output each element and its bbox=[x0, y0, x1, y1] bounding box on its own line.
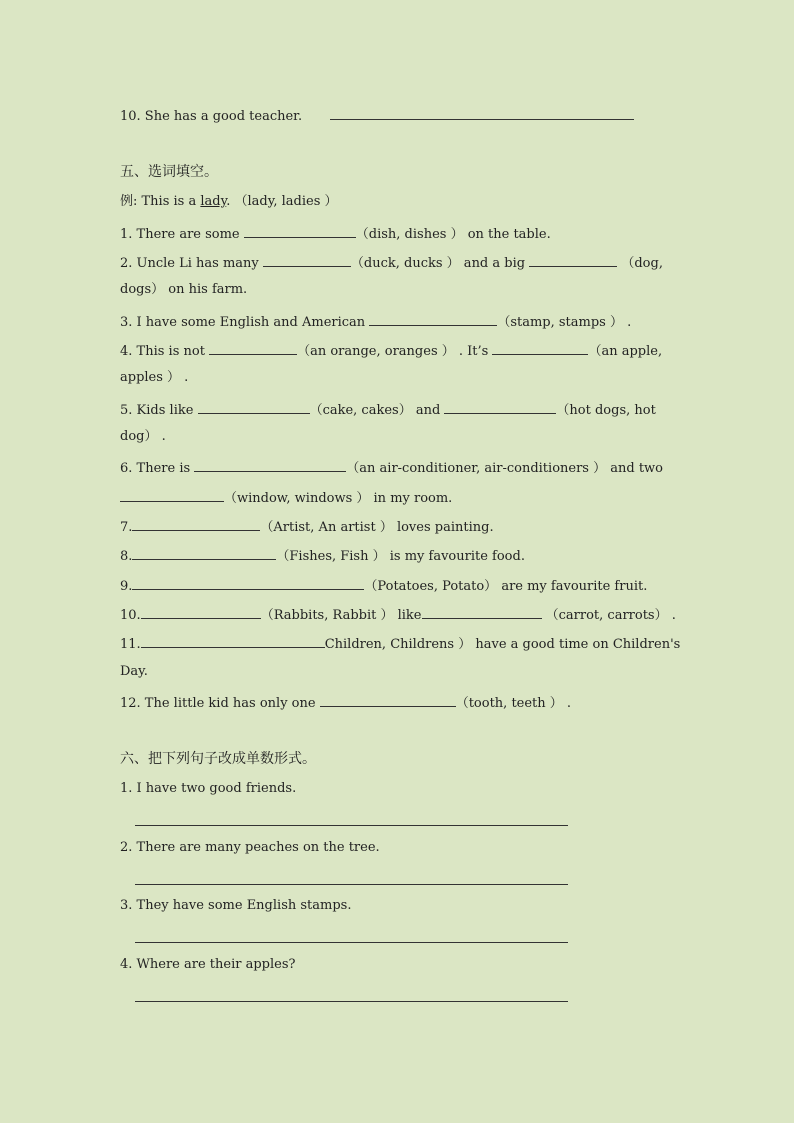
answer-blank[interactable] bbox=[422, 605, 542, 619]
example-answer: lady bbox=[200, 194, 227, 209]
question-10 bbox=[120, 106, 674, 125]
section-6-question-4: 4. Where are their apples? bbox=[120, 957, 296, 972]
answer-blank[interactable] bbox=[244, 224, 356, 238]
answer-blank[interactable] bbox=[369, 312, 497, 326]
answer-blank[interactable] bbox=[263, 253, 351, 267]
item-2-cont: dogs） on his farm. bbox=[120, 282, 248, 297]
item-11-cont: Day. bbox=[120, 664, 148, 679]
answer-blank[interactable] bbox=[141, 605, 261, 619]
section-6-title: 六、把下列句子改成单数形式。 bbox=[120, 751, 316, 767]
answer-line[interactable] bbox=[135, 825, 568, 826]
answer-blank[interactable] bbox=[198, 400, 310, 414]
question-10-text: 10. She has a good teacher. bbox=[120, 109, 303, 124]
answer-blank[interactable] bbox=[492, 341, 588, 355]
item-3: 3. I have some English and American （stamp, stamps ） . bbox=[120, 312, 674, 331]
item-4-cont: apples ） . bbox=[120, 370, 189, 385]
answer-blank[interactable] bbox=[330, 106, 634, 120]
answer-blank[interactable] bbox=[132, 546, 276, 560]
answer-blank[interactable] bbox=[209, 341, 297, 355]
answer-blank[interactable] bbox=[132, 517, 260, 531]
item-5-cont: dog） . bbox=[120, 429, 166, 444]
item-8: 8. （Fishes, Fish ） is my favourite food. bbox=[120, 546, 674, 565]
answer-blank[interactable] bbox=[141, 634, 325, 648]
item-7: 7. （Artist, An artist ） loves painting. bbox=[120, 517, 674, 536]
item-12: 12. The little kid has only one （tooth, teeth ） . bbox=[120, 693, 674, 712]
section-5-title: 五、选词填空。 bbox=[120, 164, 218, 180]
item-1: 1. There are some （dish, dishes ） on the table. bbox=[120, 224, 674, 243]
answer-blank[interactable] bbox=[120, 488, 224, 502]
section-6-question-3: 3. They have some English stamps. bbox=[120, 898, 352, 913]
item-4: 4. This is not （an orange, oranges ） . It’s （an apple, bbox=[120, 341, 674, 360]
answer-blank[interactable] bbox=[529, 253, 617, 267]
answer-line[interactable] bbox=[135, 1001, 568, 1002]
answer-line[interactable] bbox=[135, 884, 568, 885]
answer-blank[interactable] bbox=[194, 458, 346, 472]
answer-line[interactable] bbox=[135, 942, 568, 943]
section-6-question-1: 1. I have two good friends. bbox=[120, 781, 297, 796]
item-2: 2. Uncle Li has many （duck, ducks ） and a big （dog, bbox=[120, 253, 674, 272]
answer-blank[interactable] bbox=[132, 576, 364, 590]
item-5: 5. Kids like （cake, cakes） and （hot dogs, hot bbox=[120, 400, 674, 419]
example-line: 例: This is a lady. （lady, ladies ） bbox=[120, 194, 338, 209]
answer-blank[interactable] bbox=[320, 693, 456, 707]
item-6: 6. There is （an air-conditioner, air-conditioners ） and two bbox=[120, 458, 674, 477]
item-9: 9. （Potatoes, Potato） are my favourite fruit. bbox=[120, 576, 674, 595]
answer-blank[interactable] bbox=[444, 400, 556, 414]
item-11: 11. Children, Childrens ） have a good time on Children's bbox=[120, 634, 674, 653]
item-6-cont: （window, windows ） in my room. bbox=[120, 488, 674, 507]
item-10: 10. （Rabbits, Rabbit ） like （carrot, carrots） . bbox=[120, 605, 674, 624]
section-6-question-2: 2. There are many peaches on the tree. bbox=[120, 840, 380, 855]
